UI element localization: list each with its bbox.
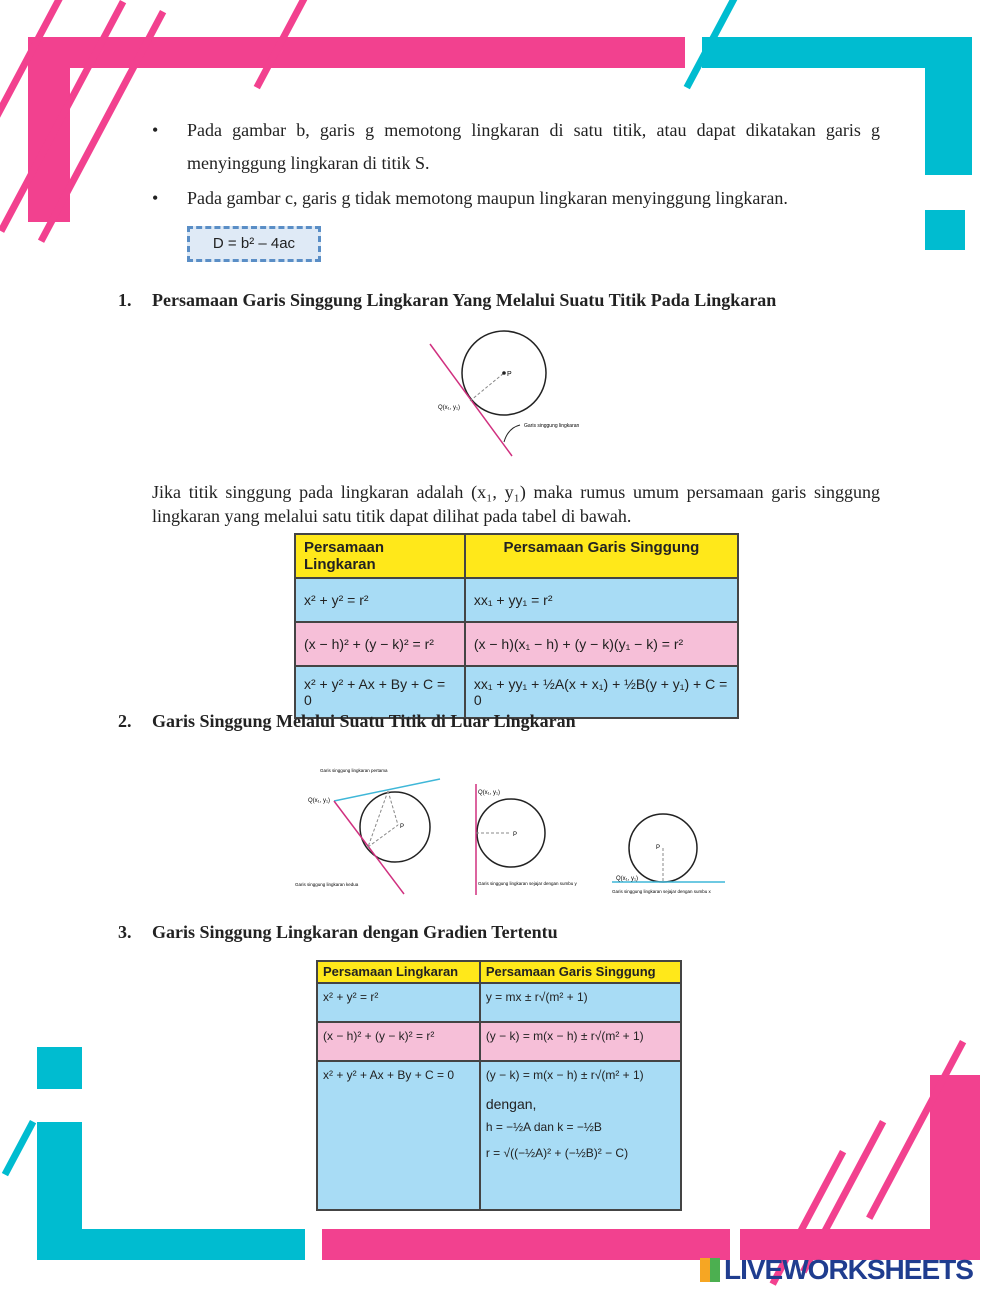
table-cell: x² + y² + Ax + By + C = 0	[295, 666, 465, 718]
table-header: Persamaan Garis Singgung	[480, 961, 681, 983]
paragraph: Jika titik singgung pada lingkaran adalah (x₁, y₁) maka rumus umum persamaan garis singgung lingkaran yang melalui satu titik dapat dilihat pada tabel di bawah.	[152, 482, 880, 526]
formula: (y − k) = m(x − h) ± r√(m² + 1)	[485, 1068, 644, 1082]
decor-bar	[322, 1229, 730, 1260]
decor-bar	[277, 37, 685, 68]
table-row	[317, 1061, 681, 1210]
decor-stripe	[2, 1120, 36, 1176]
bullet-text: Pada gambar b, garis g memotong lingkaran di satu titik, atau dapat dikatakan garis g menyinggung lingkaran di titik S.	[187, 120, 880, 173]
table-cell	[480, 1061, 681, 1210]
label-p: P	[400, 824, 405, 830]
table-cell: (x − h)(x₁ − h) + (y − k)(y₁ − k) = r²	[465, 622, 738, 666]
label-q: Q(x₁, y₁)	[616, 876, 639, 882]
section-heading	[118, 711, 576, 732]
section-title: Persamaan Garis Singgung Lingkaran Yang Melalui Suatu Titik Pada Lingkaran	[152, 290, 777, 310]
label-p: P	[656, 845, 661, 851]
formula: h = −½A dan k = −½B	[485, 1120, 602, 1134]
table-row	[317, 1022, 681, 1061]
table-cell: xx₁ + yy₁ = r²	[465, 578, 738, 622]
bullet-dot: •	[152, 120, 159, 140]
logo-text: LIVEWORKSHEETS	[724, 1254, 973, 1285]
table-row	[295, 622, 738, 666]
decor-square	[925, 210, 965, 250]
table-cell: x² + y² = r²	[295, 578, 465, 622]
table-cell: y = mx ± r√(m² + 1)	[480, 983, 681, 1022]
label-q: Q(x₁, y₁)	[478, 790, 501, 796]
section-number: 3.	[118, 922, 132, 942]
table-cell: xx₁ + yy₁ + ½A(x + x₁) + ½B(y + y₁) + C = 0	[465, 666, 738, 718]
table-header: Persamaan Lingkaran	[295, 534, 465, 578]
label-p: P	[513, 832, 518, 838]
figure-caption: Garis singgung lingkaran sejajar dengan sumbu y	[478, 881, 577, 886]
section-title: Garis Singgung Melalui Suatu Titik di Luar Lingkaran	[152, 711, 576, 731]
table-cell: (y − k) = m(x − h) ± r√(m² + 1)	[480, 1022, 681, 1061]
table-cell: (x − h)² + (y − k)² = r²	[295, 622, 465, 666]
tangent-diagrams-outside-point	[290, 760, 740, 900]
figure-caption: Garis singgung lingkaran kedua	[295, 882, 359, 887]
bullet-text: Pada gambar c, garis g tidak memotong maupun lingkaran menyinggung lingkaran.	[187, 188, 788, 208]
tangent-table-point	[294, 533, 739, 719]
label-p: P	[507, 371, 512, 378]
table-row	[295, 578, 738, 622]
figure-caption: Garis singgung lingkaran sejajar dengan sumbu x	[612, 889, 711, 894]
discriminant-box: D = b² – 4ac	[187, 226, 321, 262]
bullet-item	[152, 182, 880, 215]
table-row	[317, 983, 681, 1022]
label-q: Q(x₁, y₁)	[308, 798, 331, 804]
table-header: Persamaan Lingkaran	[317, 961, 480, 983]
bullet-dot: •	[152, 188, 159, 208]
note-label: dengan,	[485, 1096, 537, 1112]
table-header: Persamaan Garis Singgung	[465, 534, 738, 578]
section-heading	[118, 290, 776, 311]
decor-bar	[925, 37, 972, 175]
figure-caption: Garis singgung lingkaran pertama	[320, 768, 388, 773]
bullet-item	[152, 114, 880, 180]
section-number: 2.	[118, 711, 132, 731]
logo-icon	[700, 1258, 720, 1282]
decor-bar	[37, 1229, 305, 1260]
formula: r = √((−½A)² + (−½B)² − C)	[485, 1146, 629, 1160]
section-title: Garis Singgung Lingkaran dengan Gradien Tertentu	[152, 922, 558, 942]
tangent-table-gradient	[316, 960, 682, 1211]
table-cell: x² + y² = r²	[317, 983, 480, 1022]
decor-square	[37, 1047, 82, 1089]
section-number: 1.	[118, 290, 132, 310]
table-cell: (x − h)² + (y − k)² = r²	[317, 1022, 480, 1061]
decor-bar	[930, 1075, 980, 1260]
label-q: Q(x₁, y₁)	[438, 405, 461, 411]
figure-caption: Garis singgung lingkaran	[524, 423, 580, 429]
table-cell: x² + y² + Ax + By + C = 0	[317, 1061, 480, 1210]
liveworksheets-logo	[700, 1254, 973, 1286]
section-heading	[118, 922, 558, 943]
tangent-diagram-point-on-circle	[420, 330, 610, 460]
